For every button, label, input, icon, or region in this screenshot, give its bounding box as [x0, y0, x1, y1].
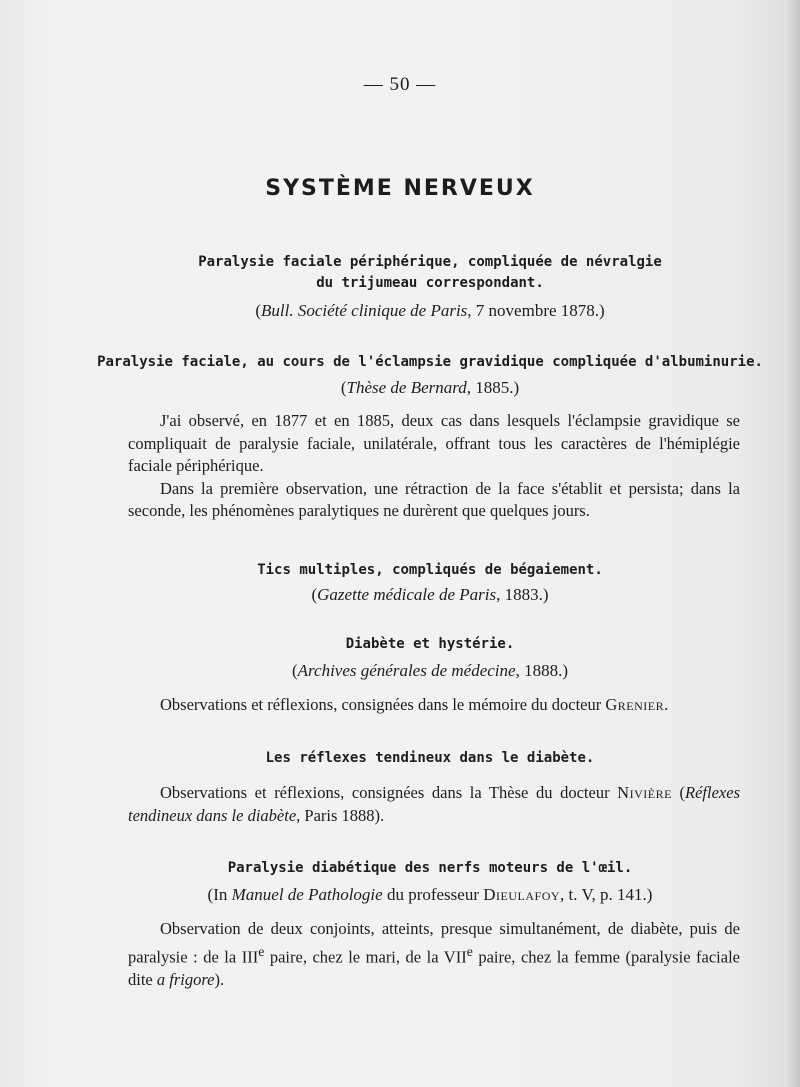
section-6-reference: (In Manuel de Pathologie du professeur Dieulafoy, t. V, p. 141.) — [207, 885, 653, 904]
section-1-heading-line-2: du trijumeau correspondant. — [316, 275, 544, 291]
section-2-reference: (Thèse de Bernard, 1885.) — [340, 378, 520, 397]
section-3-heading: Tics multiples, compliqués de bégaiement. — [257, 562, 603, 578]
section-1-reference: (Bull. Société clinique de Paris, 7 novembre 1878.) — [255, 301, 605, 320]
section-4-source: Archives générales de médecine — [297, 661, 516, 680]
section-4-paragraph-1: Observations et réflexions, consignées dans le mémoire du docteur Grenier. — [160, 695, 669, 714]
section-5-paragraph-1: Observations et réflexions, consignées dans la Thèse du docteur Nivière (Réflexes tendineux dans le diabète, Paris 1888). — [128, 783, 740, 825]
page-number: — 50 — — [363, 74, 437, 95]
section-2-source: Thèse de Bernard — [346, 378, 467, 397]
section-4-reference: (Archives générales de médecine, 1888.) — [291, 661, 568, 680]
section-3-reference: (Gazette médicale de Paris, 1883.) — [311, 585, 549, 604]
page-edge-shadow — [786, 0, 800, 1087]
page-title: SYSTÈME NERVEUX — [265, 176, 535, 201]
section-2-paragraph-1: J'ai observé, en 1877 et en 1885, deux cas dans lesquels l'éclampsie gravidique se compliquait de paralysie faciale, unilatérale, offrant tous les caractères de l'hémiplégie faciale périphérique. — [128, 411, 740, 475]
author-name: Grenier — [605, 695, 665, 714]
section-1-heading — [100, 252, 760, 294]
section-6-paragraph-1: Observation de deux conjoints, atteints, presque simultanément, de diabète, puis de paralysie : de la IIIe paire, chez le mari, de la VIIe paire, chez la femme (paralysie faciale dite a frigore). — [128, 919, 740, 989]
section-4-heading: Diabète et hystérie. — [345, 636, 515, 652]
author-name: Dieulafoy — [483, 885, 561, 904]
section-2-body — [128, 410, 740, 523]
section-3-source: Gazette médicale de Paris — [317, 585, 497, 604]
section-6-body — [128, 918, 740, 991]
section-2-paragraph-2: Dans la première observation, une rétraction de la face s'établit et persista; dans la seconde, les phénomènes paralytiques ne durèrent que quelques jours. — [128, 478, 740, 520]
author-name: Nivière — [617, 783, 672, 802]
thesis-title: Réflexes tendineux dans le diabète — [128, 783, 740, 825]
section-6-source: Manuel de Pathologie — [231, 885, 383, 904]
section-4-body — [128, 694, 740, 717]
section-5-heading: Les réflexes tendineux dans le diabète. — [265, 750, 595, 766]
section-1-source: Bull. Société clinique de Paris — [260, 301, 468, 320]
section-6-heading: Paralysie diabétique des nerfs moteurs de l'œil. — [227, 860, 633, 876]
section-1-heading-line-1: Paralysie faciale périphérique, compliquée de névralgie — [198, 254, 662, 270]
latin-term: a frigore — [156, 969, 215, 989]
section-2-heading: Paralysie faciale, au cours de l'éclampsie gravidique compliquée d'albuminurie. — [97, 354, 763, 370]
section-5-body — [128, 782, 740, 827]
